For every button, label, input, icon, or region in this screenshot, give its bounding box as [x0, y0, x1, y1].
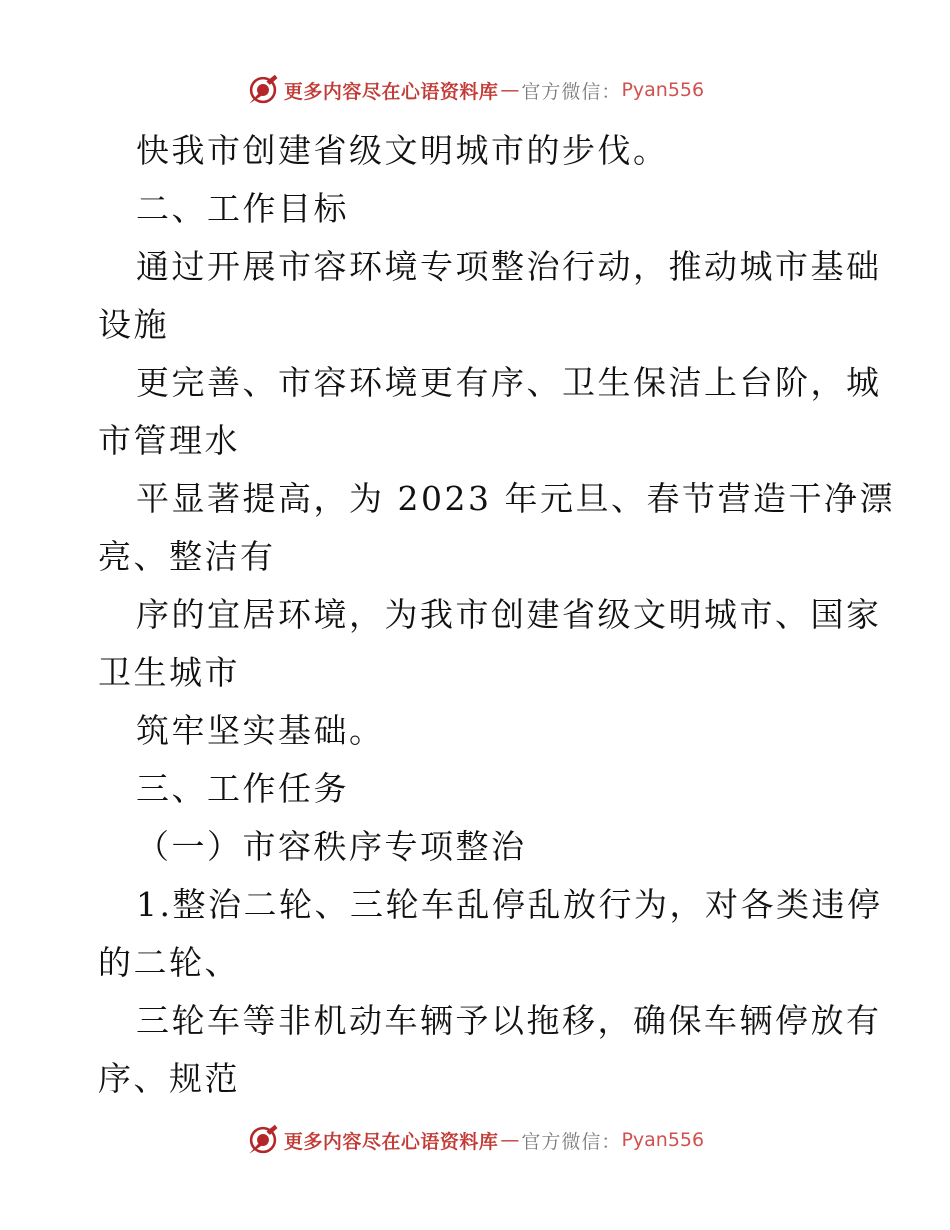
watermark-wechat-id: Pyan556 — [621, 79, 705, 101]
text-line: 通过开展市容环境专项整治行动，推动城市基础 — [136, 247, 882, 286]
text-line: 筑牢坚实基础。 — [136, 711, 385, 750]
watermark-main-text: 更多内容尽在心语资料库 — [283, 80, 499, 103]
text-line: 二、工作目标 — [136, 189, 349, 228]
text-line: 市管理水 — [98, 421, 240, 460]
watermark-dash: — — [500, 79, 520, 101]
pen-logo-icon — [246, 1123, 280, 1157]
pen-logo-icon — [246, 73, 280, 107]
text-line: （一）市容秩序专项整治 — [136, 827, 527, 866]
text-line: 更完善、市容环境更有序、卫生保洁上台阶，城 — [136, 363, 882, 402]
header-watermark — [0, 70, 950, 110]
watermark-wechat-label: 官方微信： — [521, 1130, 622, 1153]
text-line: 三轮车等非机动车辆予以拖移，确保车辆停放有 — [136, 1001, 882, 1040]
text-line: 快我市创建省级文明城市的步伐。 — [136, 131, 669, 170]
text-line: 卫生城市 — [98, 653, 240, 692]
watermark-wechat-label: 官方微信： — [521, 80, 622, 103]
text-line: 三、工作任务 — [136, 769, 349, 808]
text-line: 设施 — [98, 305, 169, 344]
text-line: 序的宜居环境，为我市创建省级文明城市、国家 — [136, 595, 882, 634]
text-line: 平显著提高，为 2023 年元旦、春节营造干净漂 — [136, 479, 895, 518]
text-line: 序、规范 — [98, 1059, 240, 1098]
document-body — [98, 122, 895, 1108]
watermark-main-text: 更多内容尽在心语资料库 — [283, 1130, 499, 1153]
watermark-dash: — — [500, 1129, 520, 1151]
text-line: 1.整治二轮、三轮车乱停乱放行为，对各类违停 — [136, 885, 883, 924]
footer-watermark — [0, 1120, 950, 1160]
text-line: 亮、整洁有 — [98, 537, 276, 576]
text-line: 的二轮、 — [98, 943, 240, 982]
watermark-wechat-id: Pyan556 — [621, 1129, 705, 1151]
